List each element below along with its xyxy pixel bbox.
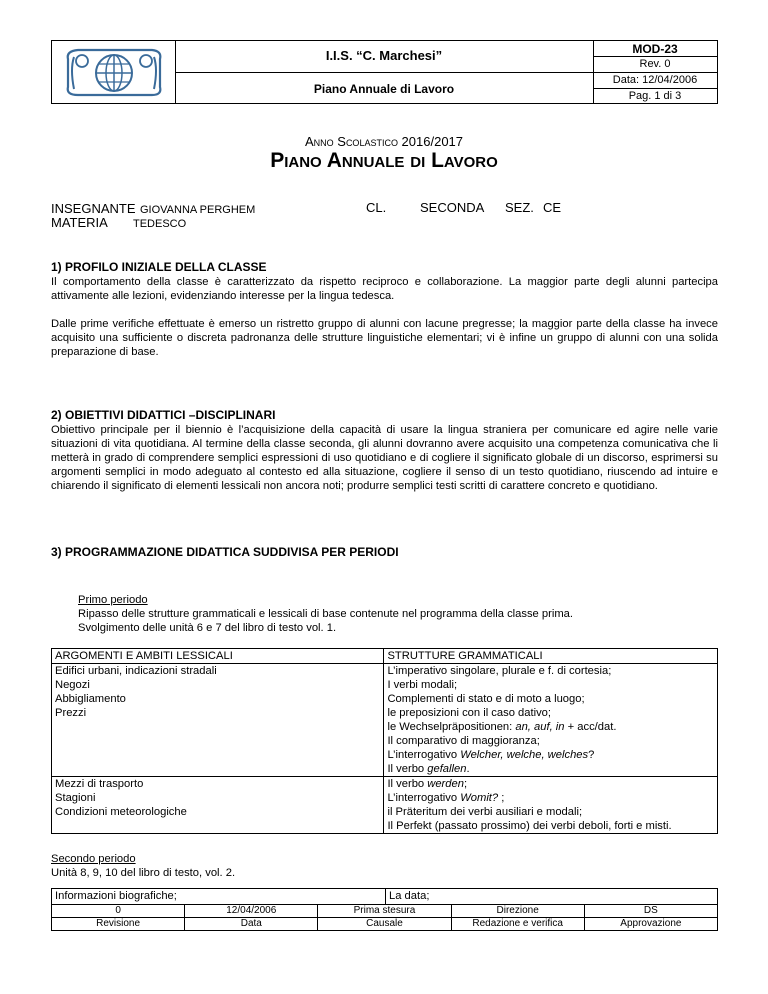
topics-cell-1 bbox=[52, 664, 384, 777]
column-header-topics: ARGOMENTI E AMBITI LESSICALI bbox=[52, 649, 384, 664]
list-item: Il Perfekt (passato prossimo) dei verbi deboli, forti e misti. bbox=[387, 820, 672, 832]
grammar-cell-2 bbox=[384, 777, 718, 834]
footer-cause-label: Causale bbox=[318, 918, 451, 931]
module-code: MOD-23 bbox=[632, 42, 678, 56]
section-3-heading: 3) PROGRAMMAZIONE DIDATTICA SUDDIVISA PER PERIODI bbox=[51, 545, 399, 559]
footer-cause-value: Prima stesura bbox=[318, 905, 451, 918]
section-1-paragraph-2: Dalle prime verifiche effettuate è emerso un ristretto gruppo di alunni con lacune pregresse; la maggior parte della classe ha invece acquisito una sufficiente o discreta padronanza delle strutture linguistiche elementari; vi è infine un gruppo di alunni con una solida preparazione di base. bbox=[51, 318, 718, 358]
list-item: il Präteritum dei verbi ausiliari e modali; bbox=[387, 806, 583, 818]
period-2-line-1: Unità 8, 9, 10 del libro di testo, vol. 2. bbox=[51, 867, 236, 879]
table-row bbox=[52, 777, 718, 834]
period-2-grammar: La data; bbox=[389, 890, 430, 902]
subject-label: MATERIA bbox=[51, 215, 108, 230]
footer-draft-value: Direzione bbox=[451, 905, 584, 918]
list-item: Il verbo gefallen. bbox=[387, 763, 470, 775]
list-item: I verbi modali; bbox=[387, 679, 458, 691]
list-item: Mezzi di trasporto bbox=[55, 778, 144, 790]
header-date: Data: 12/04/2006 bbox=[612, 74, 698, 86]
topics-cell-2 bbox=[52, 777, 384, 834]
period-2-topic: Informazioni biografiche; bbox=[55, 890, 177, 902]
footer-revision-label: Revisione bbox=[52, 918, 185, 931]
list-item: Edifici urbani, indicazioni stradali bbox=[55, 665, 217, 677]
teacher-name: GIOVANNA PERGHEM bbox=[139, 204, 256, 216]
footer-draft-label: Redazione e verifica bbox=[451, 918, 584, 931]
period-1-line-1: Ripasso delle strutture grammaticali e lessicali di base contenute nel programma della classe prima. bbox=[78, 608, 573, 620]
document-header bbox=[51, 40, 718, 104]
period-1-line-2: Svolgimento delle unità 6 e 7 del libro di testo vol. 1. bbox=[78, 622, 337, 634]
subject-name: TEDESCO bbox=[133, 218, 187, 230]
list-item: L’interrogativo Welcher, welche, welches? bbox=[387, 749, 595, 761]
section-label: SEZ. bbox=[505, 200, 534, 215]
footer-approval-label: Approvazione bbox=[584, 918, 717, 931]
list-item: Abbigliamento bbox=[55, 693, 126, 705]
header-subtitle: Piano Annuale di Lavoro bbox=[313, 82, 455, 96]
section-value: CE bbox=[543, 200, 562, 215]
footer-approval-value: DS bbox=[584, 905, 717, 918]
section-2-paragraph: Obiettivo principale per il biennio è l’acquisizione della capacità di usare la lingua straniera per comunicare ed agire nelle varie situazioni di vita quotidiana. Al termine della classe seconda, gli alunni dovranno avere acquisito una competenza comunicativa che li metterà in grado di comprendere semplici espressioni di uso quotidiano e di cogliere il significato globale di un discorso, esprimersi su argomenti semplici in modo adeguato al contesto ed alla situazione, cogliere il senso di un testo quotidiano, riuscendo ad intuire e chiarendo il significato di elementi lessicali non ancora noti; produrre semplici testi scritti di carattere concreto e quotidiano. bbox=[51, 424, 718, 492]
class-value: SECONDA bbox=[420, 200, 485, 215]
list-item: L’interrogativo Womit? ; bbox=[387, 792, 505, 804]
table-row bbox=[52, 664, 718, 777]
school-year: Anno Scolastico 2016/2017 bbox=[304, 134, 464, 149]
list-item: Negozi bbox=[55, 679, 90, 691]
program-table bbox=[51, 648, 718, 834]
page-title: Piano Annuale di Lavoro bbox=[270, 149, 498, 172]
class-label: CL. bbox=[366, 200, 387, 215]
list-item: Stagioni bbox=[55, 792, 96, 804]
list-item: Il comparativo di maggioranza; bbox=[387, 735, 540, 747]
school-name: I.I.S. “C. Marchesi” bbox=[325, 48, 443, 63]
period-1-title: Primo periodo bbox=[78, 594, 148, 606]
list-item: le preposizioni con il caso dativo; bbox=[387, 707, 552, 719]
list-item: Condizioni meteorologiche bbox=[55, 806, 187, 818]
school-logo bbox=[60, 45, 168, 100]
section-1-heading: 1) PROFILO INIZIALE DELLA CLASSE bbox=[51, 260, 267, 274]
footer-revision-value: 0 bbox=[52, 905, 185, 918]
grammar-cell-1 bbox=[384, 664, 718, 777]
footer-date-value: 12/04/2006 bbox=[185, 905, 318, 918]
section-2-heading: 2) OBIETTIVI DIDATTICI –DISCIPLINARI bbox=[51, 408, 276, 422]
list-item: Il verbo werden; bbox=[387, 778, 468, 790]
list-item: Prezzi bbox=[55, 707, 87, 719]
teacher-label: INSEGNANTE bbox=[51, 201, 136, 216]
table-header-row bbox=[52, 649, 718, 664]
list-item: Complementi di stato e di moto a luogo; bbox=[387, 693, 585, 705]
footer-date-label: Data bbox=[185, 918, 318, 931]
period-2-title: Secondo periodo bbox=[51, 853, 136, 865]
period-2-table bbox=[51, 888, 718, 904]
revision: Rev. 0 bbox=[639, 58, 671, 70]
revision-footer bbox=[51, 904, 718, 931]
page-number: Pag. 1 di 3 bbox=[628, 90, 682, 102]
list-item: L’imperativo singolare, plurale e f. di cortesia; bbox=[387, 665, 612, 677]
list-item: le Wechselpräpositionen: an, auf, in + acc/dat. bbox=[387, 721, 617, 733]
section-1-paragraph-1: Il comportamento della classe è caratterizzato da rispetto reciproco e collaborazione. La maggior parte degli alunni partecipa attivamente alle lezioni, evidenziando interesse per la lingua tedesca. bbox=[51, 276, 718, 302]
column-header-grammar: STRUTTURE GRAMMATICALI bbox=[384, 649, 718, 664]
